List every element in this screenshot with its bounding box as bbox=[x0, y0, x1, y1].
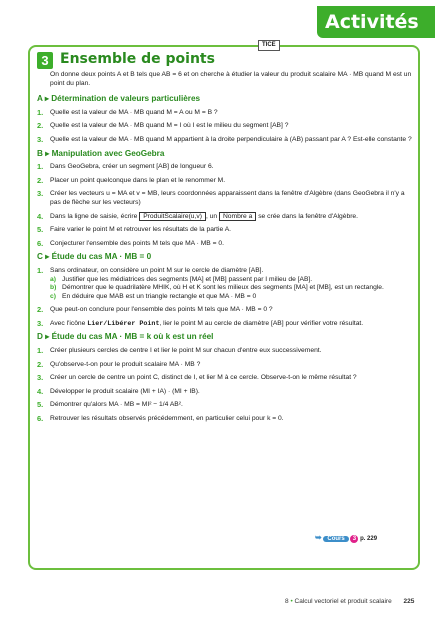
item-text: se crée dans la fenêtre d'Algèbre. bbox=[258, 212, 358, 220]
sub-letter: c) bbox=[50, 292, 56, 300]
part-b-heading: B ▸ Manipulation avec GeoGebra bbox=[37, 148, 165, 158]
list-item bbox=[37, 136, 412, 145]
item-text: Quelle est la valeur de MA · MB quand M appartient à la droite perpendiculaire à (AB) passant par A ? Est-elle constante ? bbox=[50, 135, 412, 143]
item-text: , un bbox=[205, 212, 218, 220]
item-number: 2. bbox=[37, 121, 44, 131]
sub-letter: a) bbox=[50, 275, 56, 283]
item-text: Quelle est la valeur de MA · MB quand M = A ou M = B ? bbox=[50, 108, 218, 116]
list-item bbox=[37, 401, 412, 410]
item-number: 2. bbox=[37, 305, 44, 315]
sub-item bbox=[50, 293, 412, 302]
item-number: 5. bbox=[37, 225, 44, 235]
arrow-right-icon: ➥ bbox=[315, 533, 322, 542]
item-number: 2. bbox=[37, 359, 44, 369]
item-text: Sans ordinateur, on considère un point M sur le cercle de diamètre [AB]. bbox=[50, 266, 264, 274]
item-text: Faire varier le point M et retrouver les résultats de la partie A. bbox=[50, 226, 232, 234]
page-number: 225 bbox=[403, 598, 415, 605]
part-d-heading: D ▸ Étude du cas MA · MB = k où k est un réel bbox=[37, 332, 214, 342]
item-text: Démontrer qu'alors MA · MB = MI² − 1/4 AB². bbox=[50, 401, 183, 409]
geogebra-tool-name: Lier/Libérer Point bbox=[87, 319, 160, 328]
part-c-heading: C ▸ Étude du cas MA · MB = 0 bbox=[37, 252, 152, 262]
cours-pill: Cours bbox=[323, 536, 348, 542]
list-item bbox=[37, 213, 412, 222]
item-number: 6. bbox=[37, 414, 44, 424]
cours-page: p. 229 bbox=[360, 536, 378, 542]
item-text: Qu'observe-t-on pour le produit scalaire MA · MB ? bbox=[50, 360, 201, 368]
page-footer bbox=[285, 598, 414, 605]
list-item bbox=[37, 415, 412, 424]
list-item bbox=[37, 240, 412, 249]
item-number: 3. bbox=[37, 134, 44, 144]
list-item bbox=[37, 163, 412, 172]
tice-badge: TICE bbox=[258, 40, 280, 51]
item-text: , lier le point M au cercle de diamètre [AB] pour vérifier votre résultat. bbox=[159, 319, 364, 327]
item-number: 1. bbox=[37, 162, 44, 172]
item-text: Créer les vecteurs u = MA et v = MB, leurs coordonnées apparaissent dans la fenêtre d'Algèbre (dans GeoGebra il n'y a pas de flèche sur les vecteurs) bbox=[50, 190, 405, 206]
sub-item bbox=[50, 284, 412, 293]
separator-icon: • bbox=[290, 598, 293, 605]
item-number: 3. bbox=[37, 189, 44, 199]
item-text: Que peut-on conclure pour l'ensemble des points M tels que MA · MB = 0 ? bbox=[50, 306, 273, 314]
list-item bbox=[37, 109, 412, 118]
cours-number: 3 bbox=[350, 535, 358, 543]
intro-text: On donne deux points A et B tels que AB = 6 et on cherche à étudier la valeur du produit scalaire MA · MB quand M est un point du plan. bbox=[50, 71, 412, 87]
number-box: Nombre a bbox=[219, 212, 256, 221]
item-text: Placer un point quelconque dans le plan et le renommer M. bbox=[50, 176, 226, 184]
section-title: Ensemble de points bbox=[60, 51, 215, 67]
item-number: 4. bbox=[37, 386, 44, 396]
item-text: Conjecturer l'ensemble des points M tels que MA · MB = 0. bbox=[50, 239, 224, 247]
item-number: 1. bbox=[37, 107, 44, 117]
chapter-number: 8 bbox=[285, 598, 289, 605]
item-number: 3. bbox=[37, 318, 44, 328]
list-item bbox=[37, 226, 412, 235]
part-a-heading: A ▸ Détermination de valeurs particulières bbox=[37, 94, 201, 104]
item-text: Créer un cercle de centre un point C, distinct de I, et lier M à ce cercle. Observe-t-on le même résultat ? bbox=[50, 374, 357, 382]
activites-tab: Activités bbox=[317, 6, 435, 38]
list-item bbox=[37, 190, 412, 207]
item-number: 3. bbox=[37, 373, 44, 383]
item-number: 1. bbox=[37, 346, 44, 356]
cours-reference[interactable] bbox=[315, 533, 377, 543]
content bbox=[37, 71, 412, 429]
item-text: Avec l'icône bbox=[50, 319, 86, 327]
item-text: Dans la ligne de saisie, écrire bbox=[50, 212, 138, 220]
list-item bbox=[37, 347, 412, 356]
input-box: ProduitScalaire(u,v) bbox=[139, 212, 206, 221]
item-text: Développer le produit scalaire (MI + IA) · (MI + IB). bbox=[50, 387, 200, 395]
sub-letter: b) bbox=[50, 284, 57, 292]
item-number: 1. bbox=[37, 265, 44, 275]
item-text: Dans GeoGebra, créer un segment [AB] de longueur 6. bbox=[50, 163, 214, 171]
item-text: Retrouver les résultats observés précédemment, en particulier celui pour k = 0. bbox=[50, 415, 284, 423]
sub-text: Justifier que les médiatrices des segments [MA] et [MB] passent par I milieu de [AB]. bbox=[62, 275, 313, 283]
item-text: Créer plusieurs cercles de centre I et lier le point M sur chacun d'entre eux successivement. bbox=[50, 347, 322, 355]
list-item bbox=[37, 122, 412, 131]
list-item bbox=[37, 267, 412, 301]
sub-text: En déduire que MAB est un triangle rectangle et que MA · MB = 0 bbox=[62, 292, 257, 300]
list-item bbox=[37, 361, 412, 370]
list-item bbox=[37, 306, 412, 315]
item-text: Quelle est la valeur de MA · MB quand M = I où I est le milieu du segment [AB] ? bbox=[50, 122, 289, 130]
item-number: 6. bbox=[37, 238, 44, 248]
section-number: 3 bbox=[37, 52, 53, 69]
sub-item bbox=[50, 276, 412, 285]
chapter-title: Calcul vectoriel et produit scalaire bbox=[294, 598, 392, 605]
list-item bbox=[37, 320, 412, 329]
item-number: 4. bbox=[37, 211, 44, 221]
list-item bbox=[37, 374, 412, 383]
list-item bbox=[37, 388, 412, 397]
item-number: 5. bbox=[37, 400, 44, 410]
list-item bbox=[37, 177, 412, 186]
item-number: 2. bbox=[37, 175, 44, 185]
sub-text: Démontrer que le quadrilatère MHIK, où H et K sont les milieux des segments [MA] et [MB], est un rectangle. bbox=[62, 284, 384, 292]
